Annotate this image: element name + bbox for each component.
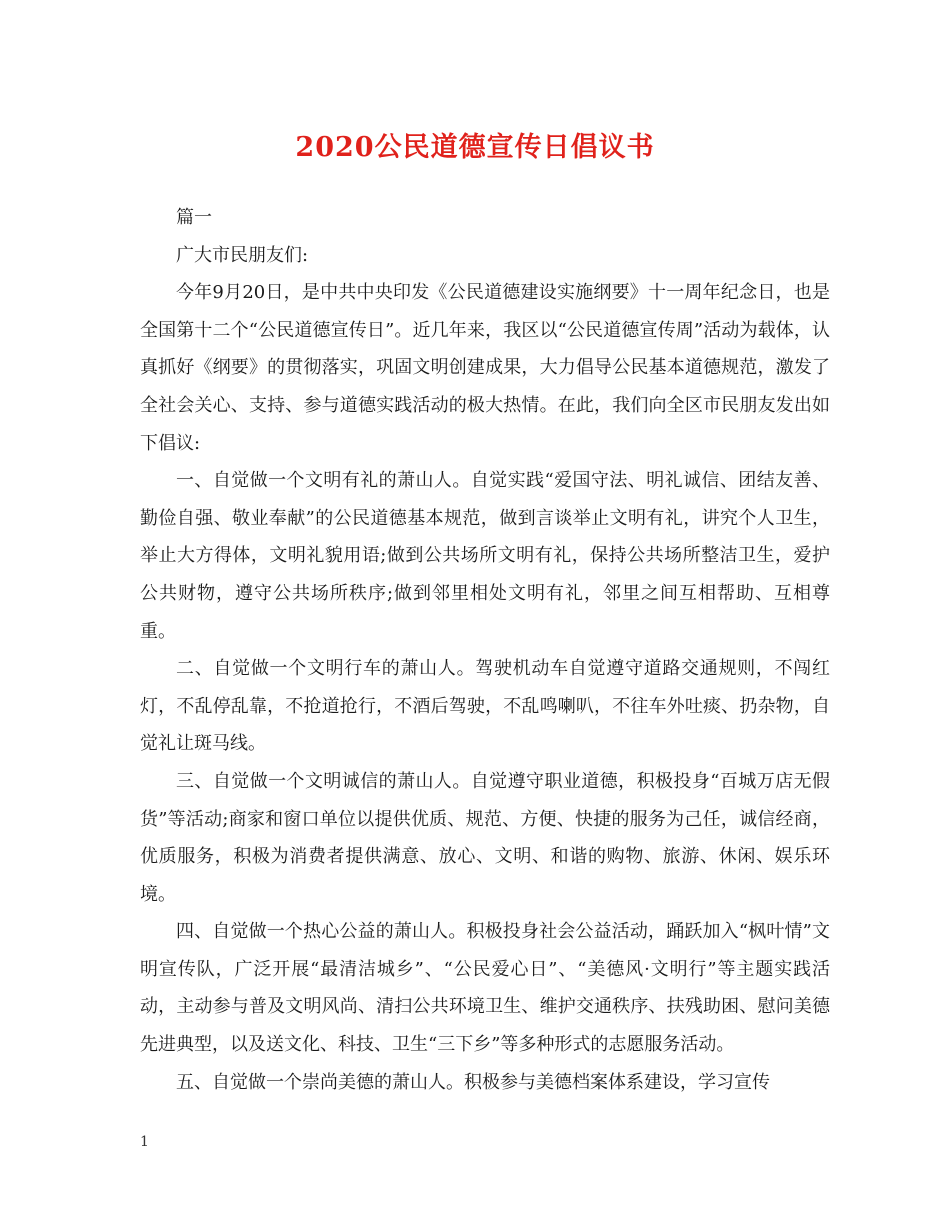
salutation: 广大市民朋友们: — [176, 244, 309, 266]
paragraph-intro: 今年9月20日，是中共中央印发《公民道德建设实施纲要》十一周年纪念日，也是全国第十二个“公民道德宣传日”。近几年来，我区以“公民道德宣传周”活动为载体，认真抓好《纲要》的贯彻落实，巩固文明创建成果，大力倡导公民基本道德规范，激发了全社会关心、支持、参与道德实践活动的极大热情。在此，我们向全区市民朋友发出如下倡议: — [140, 282, 830, 454]
page-number: 1 — [140, 1134, 149, 1150]
paragraph-item-2: 二、自觉做一个文明行车的萧山人。驾驶机动车自觉遵守道路交通规则，不闯红灯，不乱停乱靠，不抢道抢行，不酒后驾驶，不乱鸣喇叭，不往车外吐痰、扔杂物，自觉礼让斑马线。 — [140, 658, 830, 755]
paragraph-item-1: 一、自觉做一个文明有礼的萧山人。自觉实践“爱国守法、明礼诚信、团结友善、勤俭自强、敬业奉献”的公民道德基本规范，做到言谈举止文明有礼，讲究个人卫生，举止大方得体，文明礼貌用语;做到公共场所文明有礼，保持公共场所整洁卫生，爱护公共财物，遵守公共场所秩序;做到邻里相处文明有礼，邻里之间互相帮助、互相尊重。 — [140, 470, 830, 642]
document-title: 2020公民道德宣传日倡议书 — [295, 132, 655, 163]
paragraph-item-3: 三、自觉做一个文明诚信的萧山人。自觉遵守职业道德，积极投身“百城万店无假货”等活动;商家和窗口单位以提供优质、规范、方便、快捷的服务为己任，诚信经商，优质服务，积极为消费者提供满意、放心、文明、和谐的购物、旅游、休闲、娱乐环境。 — [140, 770, 830, 905]
section-heading: 篇一 — [176, 207, 212, 228]
document-body — [140, 199, 830, 1101]
paragraph-item-4: 四、自觉做一个热心公益的萧山人。积极投身社会公益活动，踊跃加入“枫叶情”文明宣传队，广泛开展“最清洁城乡”、“公民爱心日”、“美德风·文明行”等主题实践活动，主动参与普及文明风尚、清扫公共环境卫生、维护交通秩序、扶残助困、慰问美德先进典型，以及送文化、科技、卫生“三下乡”等多种形式的志愿服务活动。 — [140, 921, 830, 1056]
paragraph-item-5: 五、自觉做一个崇尚美德的萧山人。积极参与美德档案体系建设，学习宣传 — [176, 1071, 770, 1093]
